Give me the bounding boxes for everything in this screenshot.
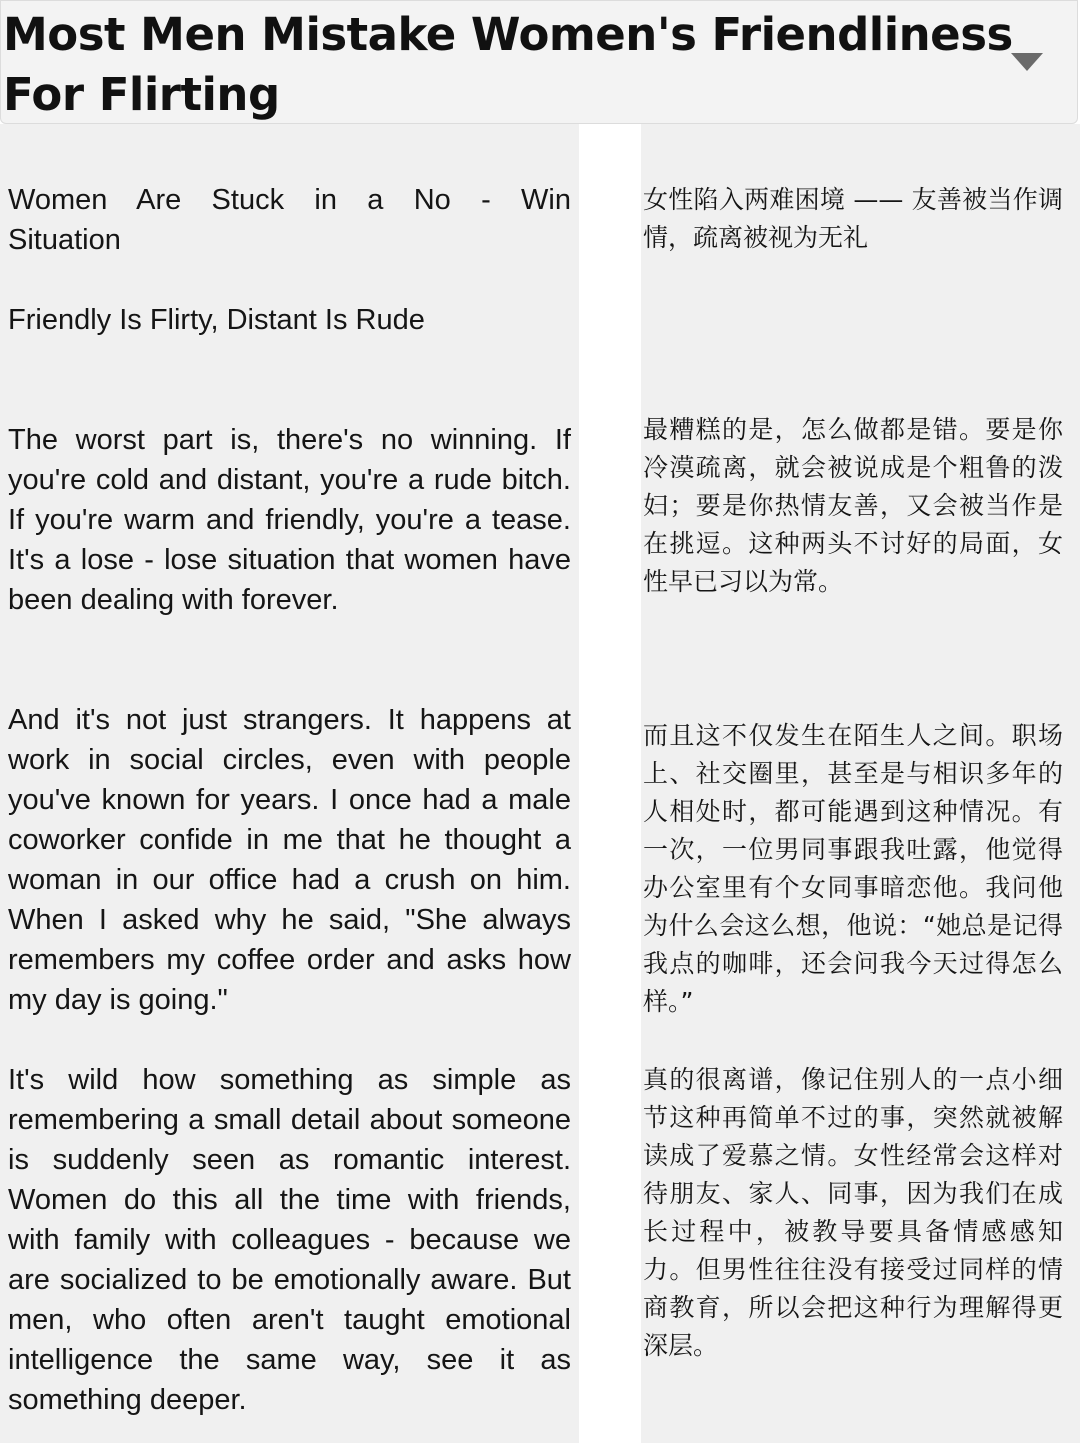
title-bar (0, 0, 1078, 124)
chinese-paragraph-2: 而且这不仅发生在陌生人之间。职场上、社交圈里，甚至是与相识多年的人相处时，都可能遇到这种情况。有一次，一位男同事跟我吐露，他觉得办公室里有个女同事暗恋他。我问他为什么会这么想，他说：“她总是记得我点的咖啡，还会问我今天过得怎么样。” (643, 721, 1063, 1016)
english-paragraph-3: It's wild how something as simple as remembering a small detail about someone is suddenly seen as romantic interest. Women do this all the time with friends, with family with colleagues - because we are socialized to be emotionally aware. But men, who often aren't taught emotional intelligence the same way, see it as something deeper. (8, 1064, 571, 1416)
chinese-paragraph-3: 真的很离谱，像记住别人的一点小细节这种再简单不过的事，突然就被解读成了爱慕之情。女性经常会这样对待朋友、家人、同事，因为我们在成长过程中，被教导要具备情感感知力。但男性往往没有接受过同样的情商教育，所以会把这种行为理解得更深层。 (643, 1065, 1063, 1360)
chinese-heading: 女性陷入两难困境 —— 友善被当作调情，疏离被视为无礼 (643, 185, 1063, 252)
english-heading-line1: Women Are Stuck in a No - Win (8, 184, 571, 216)
page-title: Most Men Mistake Women's Friendliness For Flirting (3, 8, 1013, 121)
english-subheading: Friendly Is Flirty, Distant Is Rude (8, 304, 425, 336)
triangle-down-icon[interactable] (1011, 53, 1043, 71)
english-heading-line2: Situation (8, 224, 121, 256)
column-divider (579, 124, 641, 1443)
english-paragraph-2: And it's not just strangers. It happens at work in social circles, even with people you've known for years. I once had a male coworker confide in me that he thought a woman in our office had a crush on him. When I asked why he said, "She always remembers my coffee order and asks how my day is going." (8, 704, 571, 1016)
english-paragraph-1: The worst part is, there's no winning. If you're cold and distant, you're a rude bitch. If you're warm and friendly, you're a tease. It's a lose - lose situation that women have been dealing with forever. (8, 424, 571, 616)
chinese-paragraph-1: 最糟糕的是，怎么做都是错。要是你冷漠疏离，就会被说成是个粗鲁的泼妇；要是你热情友善，又会被当作是在挑逗。这种两头不讨好的局面，女性早已习以为常。 (643, 415, 1063, 596)
